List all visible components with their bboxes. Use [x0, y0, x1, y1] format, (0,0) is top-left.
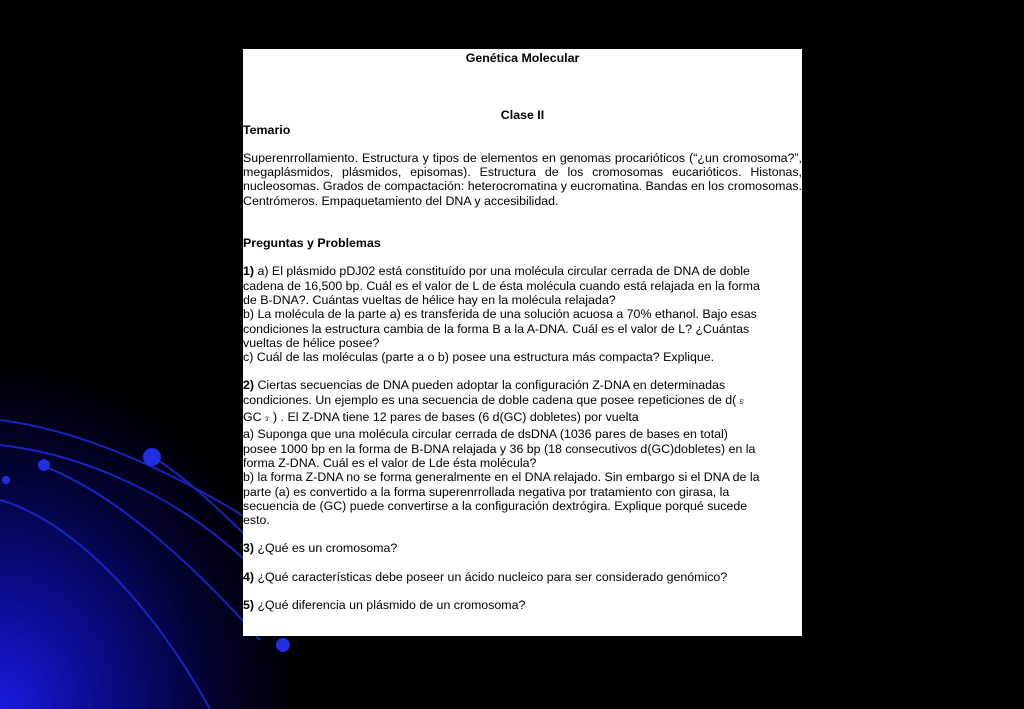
question-2-line: posee 1000 bp en la forma de B-DNA relajada y 36 bp (18 consecutivos d(GC)dobletes) en la [243, 441, 756, 456]
question-4 [243, 570, 802, 584]
question-2-line: GC [243, 410, 262, 425]
question-1-line: a) El plásmido pDJ02 está constituído por una molécula circular cerrada de DNA de doble [254, 264, 750, 279]
preguntas-heading: Preguntas y Problemas [243, 236, 381, 251]
question-2-number: 2) [243, 378, 255, 393]
question-2-line: parte (a) es convertido a la forma superenrrollada negativa por tratamiento con girasa, la [243, 484, 730, 499]
question-2 [243, 378, 802, 527]
prime-5-label: 5' [739, 399, 745, 406]
question-2-line: Ciertas secuencias de DNA pueden adoptar la configuración Z-DNA en determinadas [254, 378, 726, 393]
question-3-text: ¿Qué es un cromosoma? [254, 541, 398, 556]
question-2-line: b) la forma Z-DNA no se forma generalmente en el DNA relajado. Sin embargo si el DNA de la [243, 470, 760, 485]
question-1-number: 1) [243, 264, 255, 279]
question-5-text: ¿Qué diferencia un plásmido de un cromosoma? [254, 598, 526, 613]
question-1-line: b) La molécula de la parte a) es transferida de una solución acuosa a 70% ethanol. Bajo esas [243, 307, 757, 322]
question-1-line: de B-DNA?. Cuántas vueltas de hélice hay en la molécula relajada? [243, 292, 616, 307]
question-5 [243, 598, 802, 612]
question-5-number: 5) [243, 598, 255, 613]
question-4-text: ¿Qué características debe poseer un ácido nucleico para ser considerado genómico? [254, 569, 728, 584]
question-3 [243, 541, 802, 555]
prime-3-label: 3' [265, 417, 270, 424]
question-1-line: cadena de 16,500 bp. Cuál es el valor de L de ésta molécula cuando está relajada en la forma [243, 278, 760, 293]
doc-title: Genética Molecular [465, 51, 580, 65]
temario-heading: Temario [243, 122, 291, 137]
question-2-line: secuencia de (GC) puede convertirse a la configuración dextrógira. Explique porqué sucede [243, 498, 748, 513]
question-2-line: condiciones. Un ejemplo es una secuencia de doble cadena que posee repeticiones de d( [243, 392, 737, 407]
question-2-line: ) . El Z-DNA tiene 12 pares de bases (6 d(GC) dobletes) por vuelta [272, 410, 639, 425]
question-2-line: forma Z-DNA. Cuál es el valor de Lde ésta molécula? [243, 455, 537, 470]
question-1-line: c) Cuál de las moléculas (parte a o b) posee una estructura más compacta? Explique. [243, 350, 715, 365]
question-2-line: esto. [243, 513, 270, 528]
question-1-line: condiciones la estructura cambia de la forma B a la A-DNA. Cuál es el valor de L? ¿Cuántas [243, 321, 750, 336]
question-2-line: a) Suponga que una molécula circular cerrada de dsDNA (1036 pares de bases en total) [243, 427, 728, 442]
question-4-number: 4) [243, 569, 255, 584]
doc-subtitle: Clase II [500, 108, 545, 123]
document-page [243, 49, 802, 636]
question-1 [243, 264, 802, 364]
temario-text: Superenrrollamiento. Estructura y tipos de elementos en genomas procarióticos (“¿un cromosoma?”, megaplásmidos, plásmidos, episomas). Estructura de los cromosomas eucarióticos. Histonas, nucleosomas. Grados de compactación: heterocromatina y eucromatina. Bandas en los cromosomas. Centrómeros. Empaquetamiento del DNA y accesibilidad. [243, 150, 802, 208]
question-3-number: 3) [243, 541, 255, 556]
question-1-line: vueltas de hélice posee? [243, 335, 380, 350]
